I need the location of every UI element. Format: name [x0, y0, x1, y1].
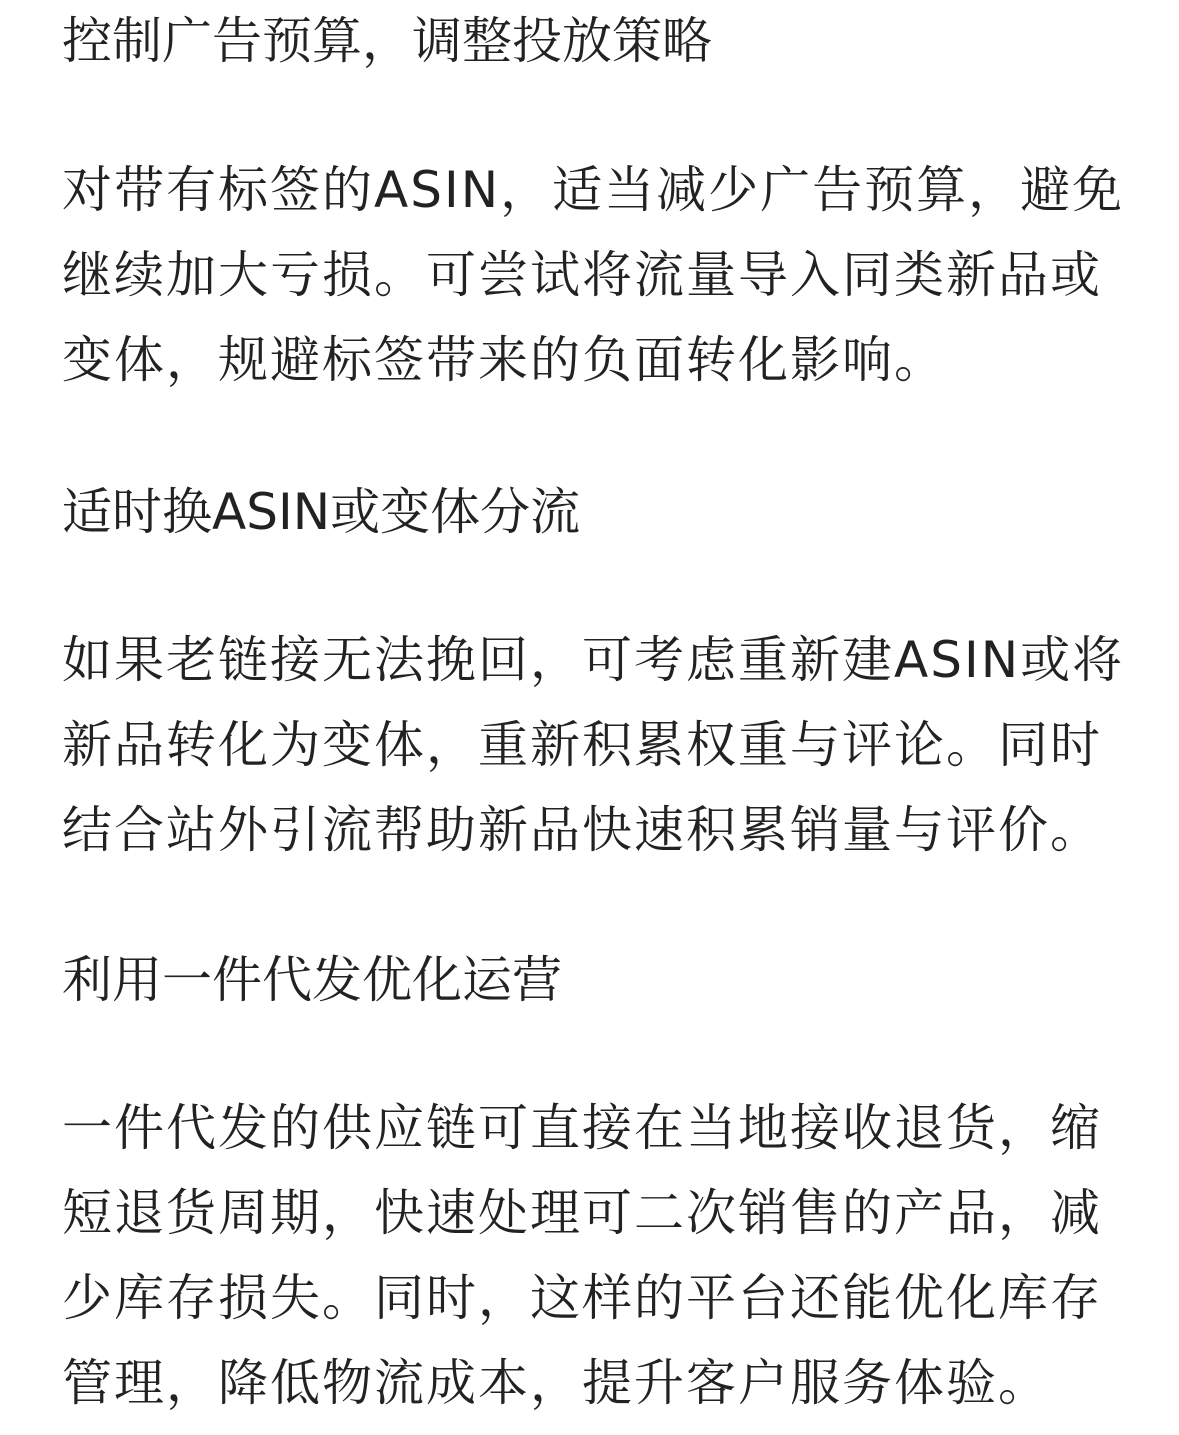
section-heading-dropshipping: 利用一件代发优化运营 — [62, 951, 562, 1009]
paragraph-line: 少库存损失。同时，这样的平台还能优化库存 — [62, 1269, 1102, 1327]
paragraph-line: 管理，降低物流成本，提升客户服务体验。 — [62, 1354, 1050, 1412]
paragraph-line: 变体，规避标签带来的负面转化影响。 — [62, 331, 946, 389]
paragraph-line: 继续加大亏损。可尝试将流量导入同类新品或 — [62, 246, 1102, 304]
paragraph-line: 如果老链接无法挽回，可考虑重新建ASIN或将 — [62, 631, 1125, 689]
section-heading-ad-budget: 控制广告预算，调整投放策略 — [62, 12, 712, 70]
paragraph-line: 结合站外引流帮助新品快速积累销量与评价。 — [62, 801, 1102, 859]
paragraph-line: 一件代发的供应链可直接在当地接收退货，缩 — [62, 1099, 1102, 1157]
paragraph-line: 新品转化为变体，重新积累权重与评论。同时 — [62, 716, 1102, 774]
paragraph-line: 对带有标签的ASIN，适当减少广告预算，避免 — [62, 161, 1125, 219]
paragraph-line: 短退货周期，快速处理可二次销售的产品，减 — [62, 1184, 1102, 1242]
section-heading-switch-asin: 适时换ASIN或变体分流 — [62, 483, 581, 541]
